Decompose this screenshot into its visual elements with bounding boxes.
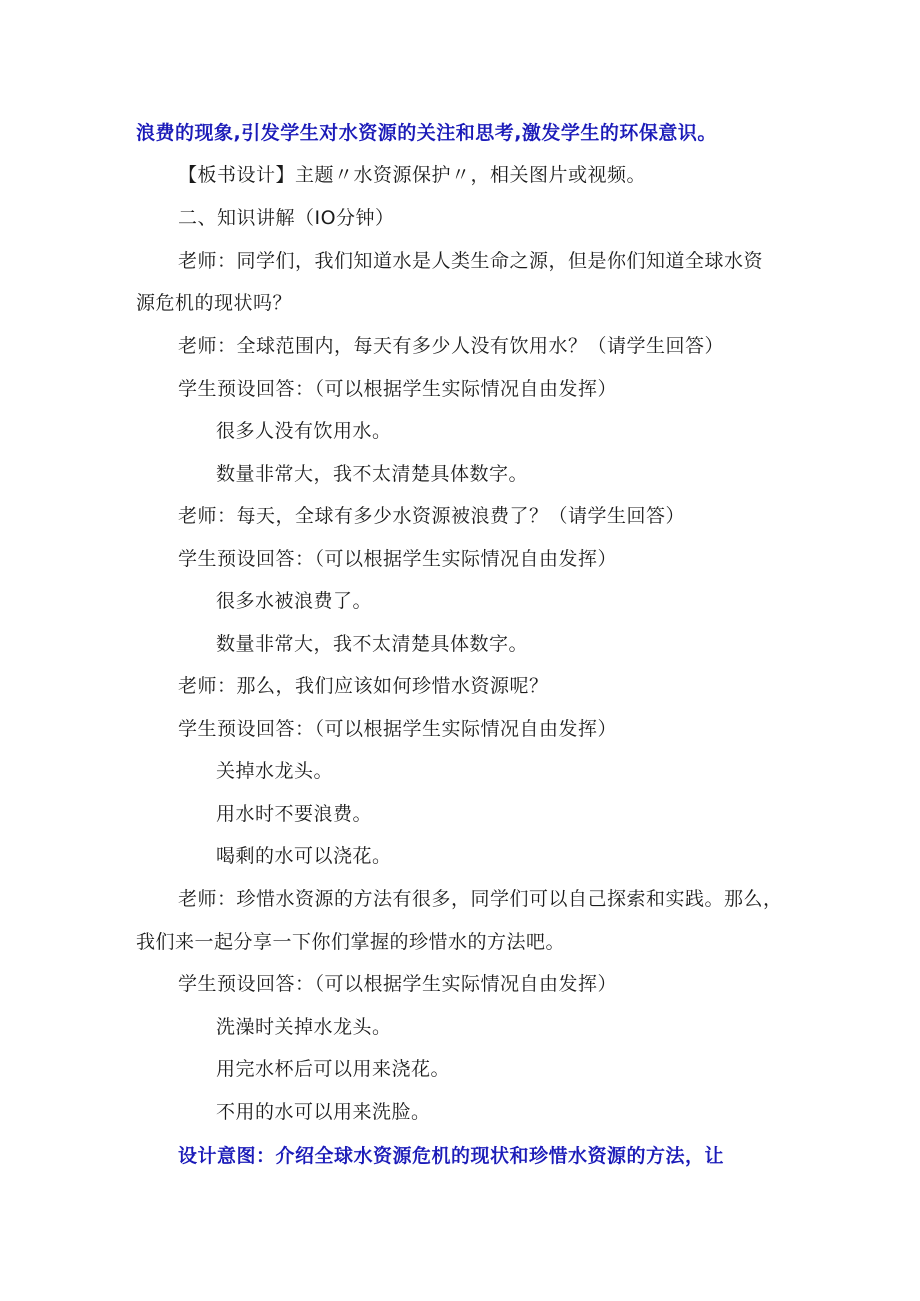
teacher-line-continuation: 源危机的现状吗？: [136, 292, 293, 314]
student-answer-item: 很多人没有饮用水。: [216, 420, 392, 442]
teacher-line: 老师：珍惜水资源的方法有很多，同学们可以自己探索和实践。那么，: [178, 888, 783, 910]
student-answer-item: 数量非常大，我不太清楚具体数字。: [216, 633, 529, 655]
student-answer-item: 用完水杯后可以用来浇花。: [216, 1058, 451, 1080]
student-answer-item: 数量非常大，我不太清楚具体数字。: [216, 463, 529, 485]
teacher-line: 老师：同学们，我们知道水是人类生命之源，但是你们知道全球水资: [178, 250, 764, 272]
student-answer-item: 很多水被浪费了。: [216, 590, 373, 612]
teacher-line: 老师：每天，全球有多少水资源被浪费了？（请学生回答）: [178, 505, 686, 527]
design-intent-continuation: 浪费的现象,引发学生对水资源的关注和思考,激发学生的环保意识。: [136, 122, 717, 144]
student-answer-heading: 学生预设回答：（可以根据学生实际情况自由发挥）: [178, 973, 618, 995]
student-answer-heading: 学生预设回答：（可以根据学生实际情况自由发挥）: [178, 548, 618, 570]
section-heading-knowledge: 二、知识讲解（IO分钟）: [178, 207, 395, 229]
student-answer-heading: 学生预设回答：（可以根据学生实际情况自由发挥）: [178, 378, 618, 400]
teacher-line-continuation: 我们来一起分享一下你们掌握的珍惜水的方法吧。: [136, 931, 566, 953]
student-answer-item: 喝剩的水可以浇花。: [216, 845, 392, 867]
student-answer-item: 关掉水龙头。: [216, 760, 334, 782]
board-design-line: 【板书设计】主题〃水资源保护〃，相关图片或视频。: [178, 164, 647, 186]
design-intent-line: 设计意图：介绍全球水资源危机的现状和珍惜水资源的方法，让: [178, 1145, 725, 1167]
student-answer-item: 洗澡时关掉水龙头。: [216, 1016, 392, 1038]
student-answer-item: 用水时不要浪费。: [216, 803, 373, 825]
teacher-line: 老师：那么，我们应该如何珍惜水资源呢？: [178, 675, 549, 697]
student-answer-item: 不用的水可以用来洗脸。: [216, 1101, 431, 1123]
teacher-line: 老师：全球范围内，每天有多少人没有饮用水？（请学生回答）: [178, 335, 725, 357]
student-answer-heading: 学生预设回答：（可以根据学生实际情况自由发挥）: [178, 718, 618, 740]
